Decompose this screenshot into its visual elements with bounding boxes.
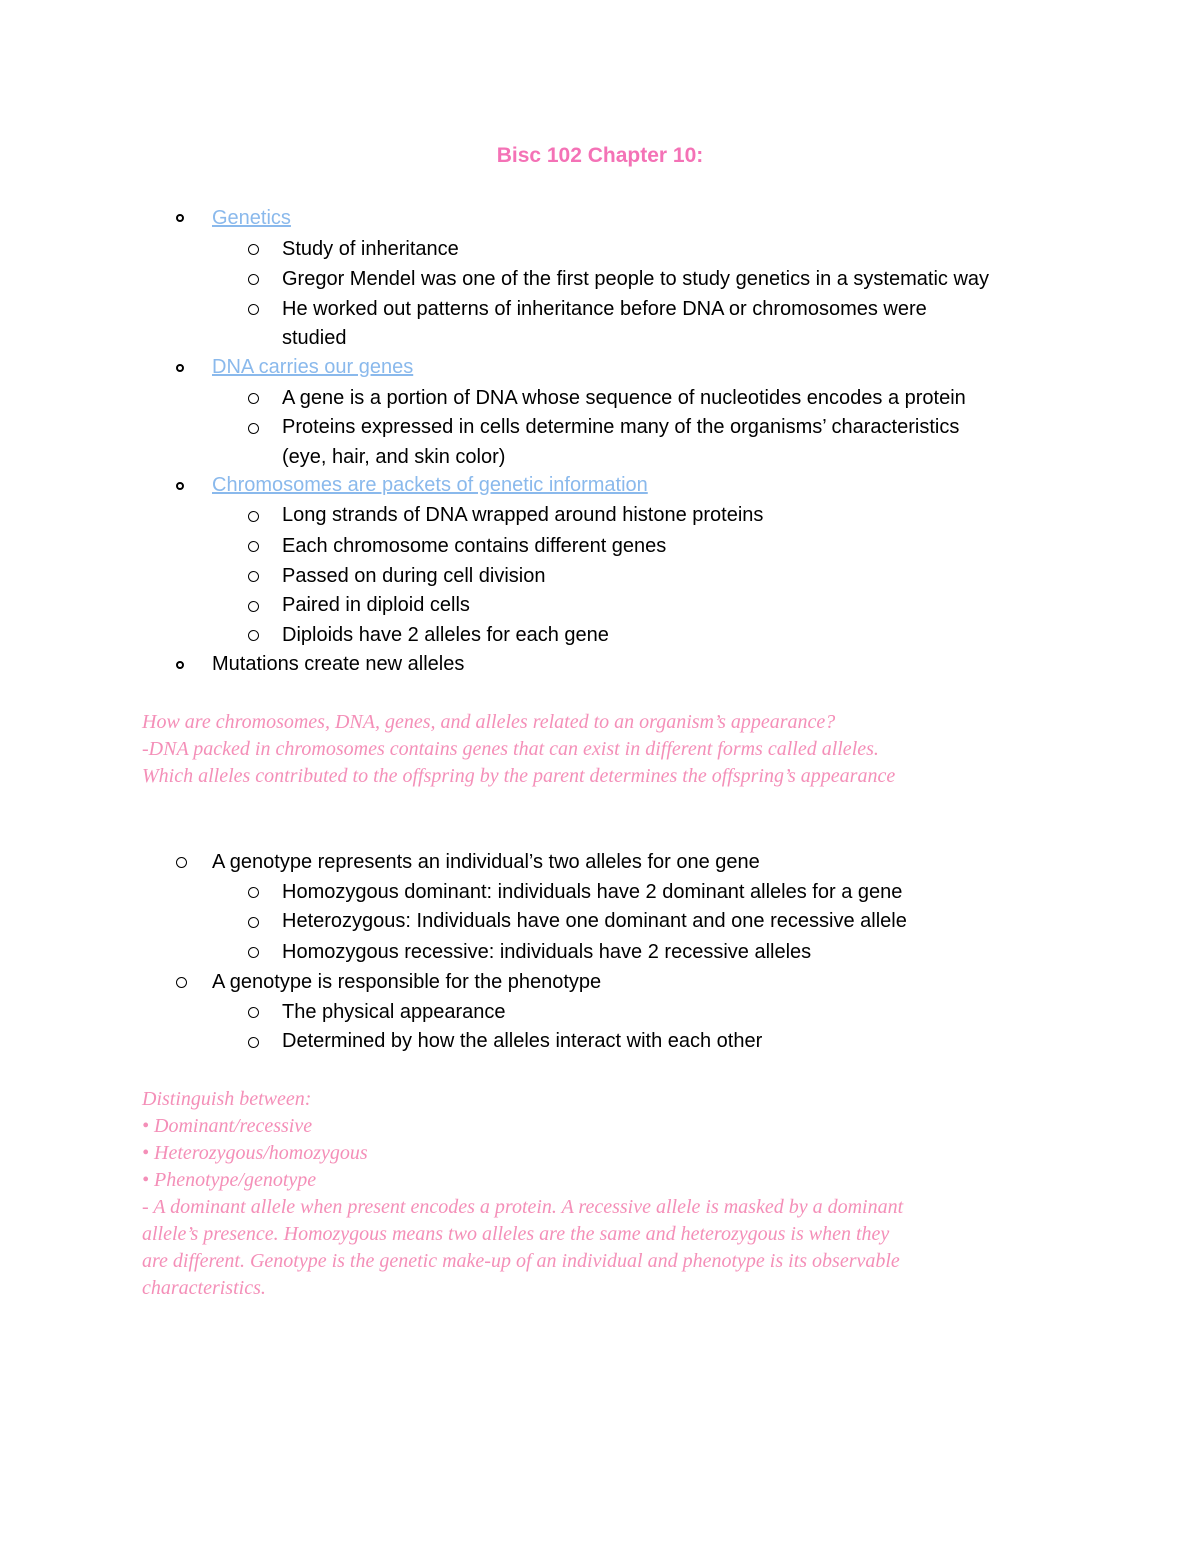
list-item: Homozygous recessive: individuals have 2 recessive alleles: [282, 941, 812, 963]
note-line: -DNA packed in chromosomes contains genes that can exist in different forms called alleles.: [142, 738, 879, 760]
sub-bullet-icon: [248, 511, 259, 522]
note-line: How are chromosomes, DNA, genes, and alleles related to an organism’s appearance?: [142, 711, 836, 733]
note-line: allele’s presence. Homozygous means two alleles are the same and heterozygous is when they: [142, 1223, 890, 1245]
sub-bullet-icon: [248, 947, 259, 958]
list-item: Passed on during cell division: [282, 565, 546, 587]
heading-genotype: A genotype represents an individual’s two alleles for one gene: [212, 851, 760, 873]
heading-dna-carries-genes[interactable]: DNA carries our genes: [212, 356, 414, 378]
bullet-icon: [176, 661, 184, 669]
list-item: Proteins expressed in cells determine many of the organisms’ characteristics: [282, 416, 960, 438]
bullet-icon: [176, 857, 187, 868]
note-line: • Dominant/recessive: [142, 1115, 313, 1137]
list-item: Determined by how the alleles interact with each other: [282, 1030, 763, 1052]
list-item: Study of inheritance: [282, 238, 459, 260]
note-line: characteristics.: [142, 1277, 266, 1299]
list-item: Heterozygous: Individuals have one dominant and one recessive allele: [282, 910, 907, 932]
heading-mutations: Mutations create new alleles: [212, 653, 465, 675]
list-item: Each chromosome contains different genes: [282, 535, 667, 557]
question-note-2: [142, 1086, 1062, 1302]
sub-bullet-icon: [248, 304, 259, 315]
bullet-icon: [176, 214, 184, 222]
note-line: • Phenotype/genotype: [142, 1169, 317, 1191]
list-item: Paired in diploid cells: [282, 594, 470, 616]
question-note-1: [142, 709, 1062, 790]
note-line: Distinguish between:: [142, 1088, 312, 1110]
note-line: Which alleles contributed to the offspring by the parent determines the offspring’s appearance: [142, 765, 896, 787]
list-item: Long strands of DNA wrapped around histone proteins: [282, 504, 764, 526]
list-item: He worked out patterns of inheritance before DNA or chromosomes were: [282, 298, 927, 320]
list-item-continuation: (eye, hair, and skin color): [282, 446, 506, 468]
page-title: Bisc 102 Chapter 10:: [496, 144, 704, 167]
sub-bullet-icon: [248, 887, 259, 898]
list-item: Homozygous dominant: individuals have 2 dominant alleles for a gene: [282, 881, 903, 903]
sub-bullet-icon: [248, 393, 259, 404]
sub-bullet-icon: [248, 630, 259, 641]
list-item: Diploids have 2 alleles for each gene: [282, 624, 609, 646]
bullet-icon: [176, 482, 184, 490]
list-item: Gregor Mendel was one of the first people to study genetics in a systematic way: [282, 268, 990, 290]
bullet-icon: [176, 977, 187, 988]
list-item: A gene is a portion of DNA whose sequence of nucleotides encodes a protein: [282, 387, 966, 409]
sub-bullet-icon: [248, 274, 259, 285]
sub-bullet-icon: [248, 1007, 259, 1018]
sub-bullet-icon: [248, 571, 259, 582]
note-line: - A dominant allele when present encodes a protein. A recessive allele is masked by a dominant: [142, 1196, 904, 1218]
sub-bullet-icon: [248, 917, 259, 928]
heading-chromosomes[interactable]: Chromosomes are packets of genetic information: [212, 474, 648, 496]
sub-bullet-icon: [248, 601, 259, 612]
heading-phenotype: A genotype is responsible for the phenotype: [212, 971, 602, 993]
list-item: The physical appearance: [282, 1001, 506, 1023]
sub-bullet-icon: [248, 423, 259, 434]
sub-bullet-icon: [248, 1037, 259, 1048]
heading-genetics[interactable]: Genetics: [212, 207, 291, 229]
note-line: • Heterozygous/homozygous: [142, 1142, 368, 1164]
note-line: are different. Genotype is the genetic make-up of an individual and phenotype is its observable: [142, 1250, 900, 1272]
list-item-continuation: studied: [282, 327, 347, 349]
bullet-icon: [176, 364, 184, 372]
sub-bullet-icon: [248, 541, 259, 552]
sub-bullet-icon: [248, 244, 259, 255]
